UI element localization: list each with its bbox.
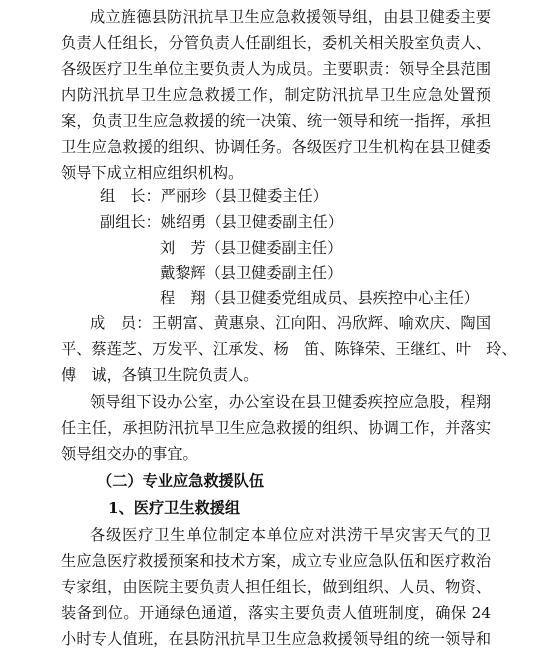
- roster-deputy: 刘 芳（县卫健委副主任）: [160, 239, 343, 257]
- roster-deputy: 程 翔（县卫健委党组成员、县疾控中心主任）: [160, 289, 479, 307]
- paragraph-line: 负责人任组长，分管负责人任副组长，委机关相关股室负责人、: [61, 34, 491, 52]
- roster-members: 平、蔡莲芝、万发平、江承发、杨 笛、陈锋荣、王继红、叶 玲、: [61, 340, 517, 358]
- paragraph-line: 内防汛抗旱卫生应急救援工作，制定防汛抗旱卫生应急处置预: [61, 86, 491, 104]
- roster-leader: 组 长：严丽珍（县卫健委主任）: [100, 187, 328, 205]
- paragraph-line: 领导组交办的事宜。: [61, 445, 198, 463]
- paragraph-line: 生应急医疗救援预案和技术方案，成立专业应急队伍和医疗救治: [61, 552, 491, 570]
- paragraph-line: 各级医疗卫生单位制定本单位应对洪涝干旱灾害天气的卫: [90, 526, 491, 544]
- roster-deputy: 副组长：姚绍勇（县卫健委副主任）: [100, 213, 343, 231]
- paragraph-line: 卫生应急救援的组织、协调任务。各级医疗卫生机构在县卫健委: [61, 138, 491, 156]
- paragraph-line: 成立旌德县防汛抗旱卫生应急救援领导组，由县卫健委主要: [90, 8, 491, 26]
- roster-members: 傅 诚，各镇卫生院负责人。: [61, 366, 259, 384]
- paragraph-line: 领导组下设办公室，办公室设在县卫健委疾控应急股，程翔: [90, 393, 491, 411]
- roster-members: 成 员：王朝富、黄惠泉、江向阳、冯欣辉、喻欢庆、陶国: [90, 314, 491, 332]
- paragraph-line: 装备到位。开通绿色通道，落实主要负责人值班制度，确保 24: [61, 604, 491, 622]
- paragraph-line: 各级医疗卫生单位主要负责人为成员。主要职责：领导全县范围: [61, 60, 491, 78]
- paragraph-line: 小时专人值班，在县防汛抗旱卫生应急救援领导组的统一领导和: [61, 630, 491, 648]
- paragraph-line: 任主任，承担防汛抗旱卫生应急救援的组织、协调工作，并落实: [61, 419, 491, 437]
- paragraph-line: 案，负责卫生应急救援的统一决策、统一领导和统一指挥，承担: [61, 112, 491, 130]
- section-heading: （二）专业应急救援队伍: [97, 472, 265, 490]
- subsection-heading: 1、医疗卫生救援组: [108, 499, 241, 517]
- roster-deputy: 戴黎辉（县卫健委副主任）: [160, 264, 343, 282]
- paragraph-line: 专家组，由医院主要负责人担任组长，做到组织、人员、物资、: [61, 578, 491, 596]
- paragraph-line: 领导下成立相应组织机构。: [61, 164, 244, 182]
